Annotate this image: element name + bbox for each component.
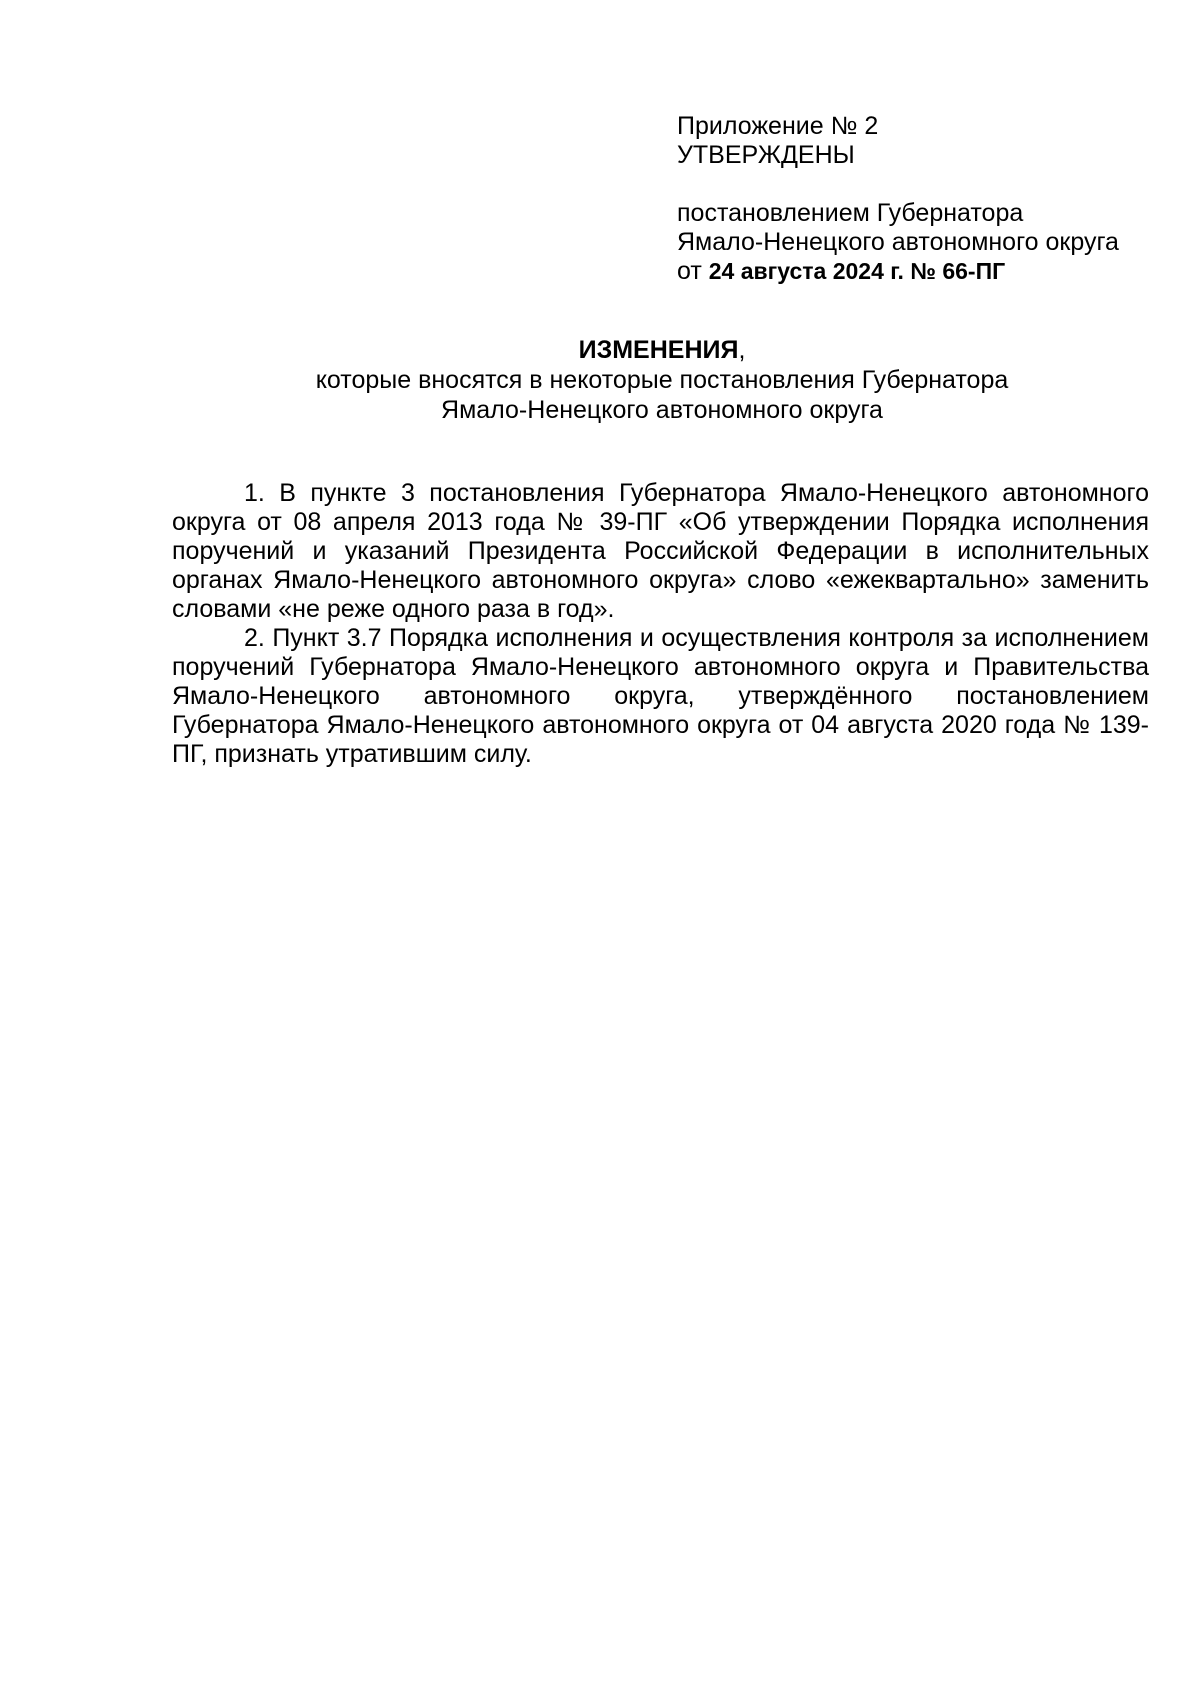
paragraph-2: 2. Пункт 3.7 Порядка исполнения и осуществления контроля за исполнением поручений Губернатора Ямало-Ненецкого автономного округа и Правительства Ямало-Ненецкого автономного округа, утверждённого постановлением Губернатора Ямало-Ненецкого автономного округа от 04 августа 2020 года № 139-ПГ, признать утратившим силу. <box>172 624 1149 768</box>
subtitle-line-1: которые вносятся в некоторые постановления Губернатора <box>315 366 1009 394</box>
subtitle-line-2: Ямало-Ненецкого автономного округа <box>441 396 883 424</box>
resolution-date-line <box>677 257 1157 286</box>
document-body <box>172 479 1149 769</box>
annex-number: Приложение № 2 <box>677 112 879 140</box>
paragraph-1: 1. В пункте 3 постановления Губернатора Ямало-Ненецкого автономного округа от 08 апреля 2013 года № 39-ПГ «Об утверждении Порядка исполнения поручений и указаний Президента Российской Федерации в исполнительных органах Ямало-Ненецкого автономного округа» слово «ежеквартально» заменить словами «не реже одного раза в год». <box>172 479 1149 623</box>
approval-block <box>677 112 1157 286</box>
approval-spacer <box>677 170 1157 199</box>
resolution-date-number: 24 августа 2024 г. № 66-ПГ <box>708 258 1006 284</box>
document-heading <box>160 335 1164 425</box>
resolution-line-2: Ямало-Ненецкого автономного округа <box>677 228 1119 256</box>
title-line <box>160 335 1164 365</box>
resolution-line-1: постановлением Губернатора <box>677 199 1024 227</box>
document-title: ИЗМЕНЕНИЯ <box>578 336 739 364</box>
approved-label: УТВЕРЖДЕНЫ <box>677 141 855 169</box>
title-comma: , <box>738 336 746 364</box>
date-prefix: от <box>677 257 702 285</box>
